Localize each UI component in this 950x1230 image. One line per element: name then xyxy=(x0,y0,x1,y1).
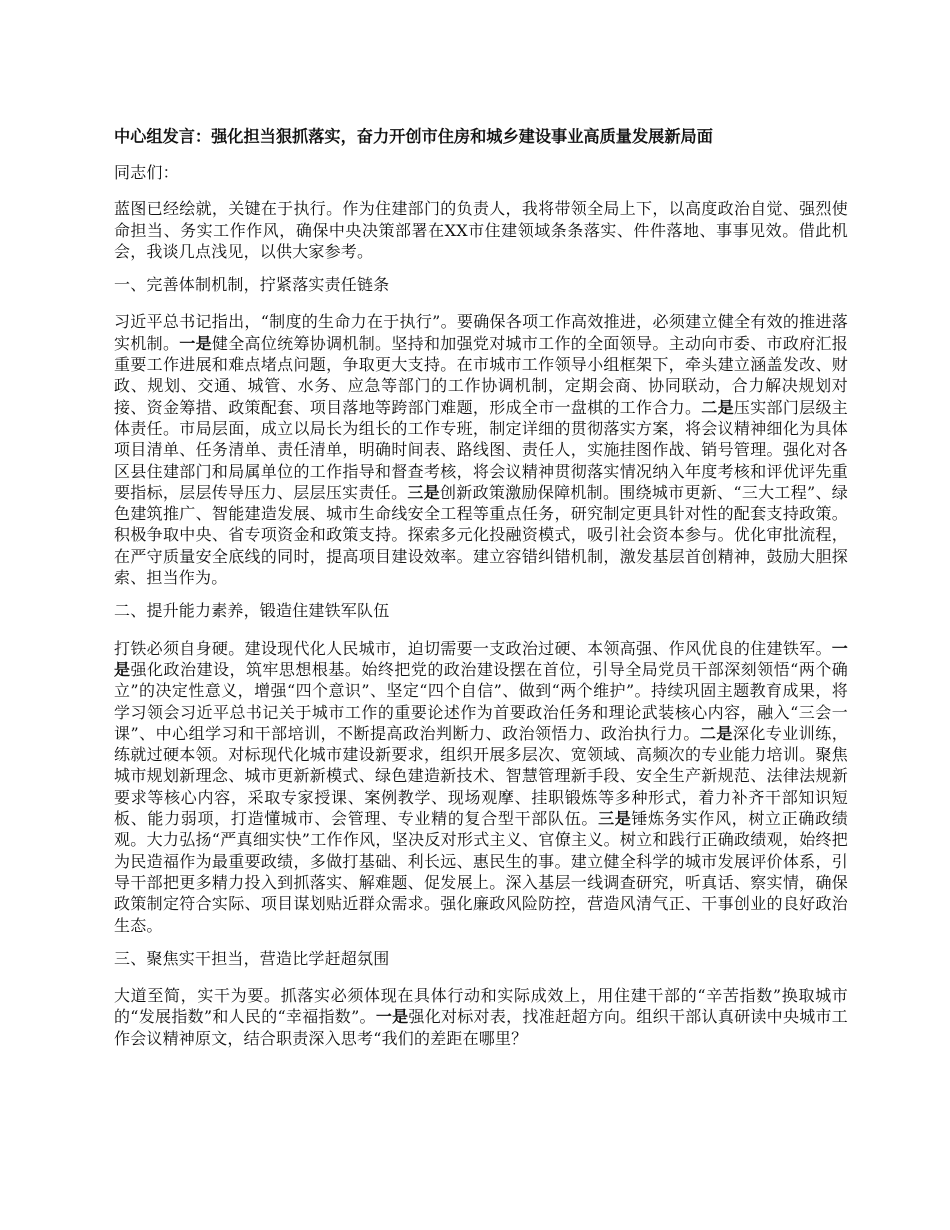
intro-text: 蓝图已经绘就，关键在于执行。作为住建部门的负责人，我将带领全局上下，以高度政治自觉、强烈使命担当、务实工作作风，确保中央决策部署在XX市住建领域条条落实、件件落地、事事见效。借此机会，我谈几点浅见，以供大家参考。 xyxy=(114,199,848,261)
point-marker: 三是 xyxy=(598,809,632,829)
point-marker: 二是 xyxy=(699,723,733,743)
greeting: 同志们： xyxy=(114,163,179,182)
section-body-2: 打铁必须自身硬。建设现代化人民城市，迫切需要一支政治过硬、本领高强、作风优良的住建铁军。一是强化政治建设，筑牢思想根基。始终把党的政治建设摆在首位，引导全局党员干部深刻领悟“两个确立”的决定性意义，增强“四个意识”、坚定“四个自信”、做到“两个维护”。持续巩固主题教育成果，将学习领会习近平总书记关于城市工作的重要论述作为首要政治任务和理论武装核心内容，融入“三会一课”、中心组学习和干部培训，不断提高政治判断力、政治领悟力、政治执行力。二是深化专业训练，练就过硬本领。对标现代化城市建设新要求，组织开展多层次、宽领域、高频次的专业能力培训。聚焦城市规划新理念、城市更新新模式、绿色建造新技术、智慧管理新手段、安全生产新规范、法律法规新要求等核心内容，采取专家授课、案例教学、现场观摩、挂职锻炼等多种形式，着力补齐干部知识短板、能力弱项，打造懂城市、会管理、专业精的复合型干部队伍。三是锤炼务实作风，树立正确政绩观。大力弘扬“严真细实快”工作作风，坚决反对形式主义、官僚主义。树立和践行正确政绩观，始终把为民造福作为最重要政绩，多做打基础、利长远、惠民生的事。建立健全科学的城市发展评价体系，引导干部把更多精力投入到抓落实、解难题、促发展上。深入基层一线调查研究，听真话、察实情，确保政策制定符合实际、项目谋划贴近群众需求。强化廉政风险防控，营造风清气正、干事创业的良好政治生态。 xyxy=(114,638,849,935)
section-heading-3: 三、聚焦实干担当，营造比学赶超氛围 xyxy=(114,948,390,968)
document-page xyxy=(114,126,848,1049)
section-body-3: 大道至简，实干为要。抓落实必须体现在具体行动和实际成效上，用住建干部的“辛苦指数”换取城市的“发展指数”和人民的“幸福指数”。一是强化对标对表，找准赶超方向。组织干部认真研读中央城市工作会议精神原文，结合职责深入思考“我们的差距在哪里？ xyxy=(114,986,849,1048)
point-marker: 一是 xyxy=(375,1007,409,1027)
point-marker: 二是 xyxy=(701,397,734,417)
section-heading-1: 一、完善体制机制，拧紧落实责任链条 xyxy=(114,275,390,295)
section-heading-2: 二、提升能力素养，锻造住建铁军队伍 xyxy=(114,601,390,621)
point-marker: 一是 xyxy=(114,638,848,679)
section-body-1: 习近平总书记指出，“制度的生命力在于执行”。要确保各项工作高效推进，必须建立健全有效的推进落实机制。一是健全高位统筹协调机制。坚持和加强党对城市工作的全面领导。主动向市委、市政府汇报重要工作进展和难点堵点问题，争取更大支持。在市城市工作领导小组框架下，牵头建立涵盖发改、财政、规划、交通、城管、水务、应急等部门的工作协调机制，定期会商、协同联动，合力解决规划对接、资金筹措、政策配套、项目落地等跨部门难题，形成全市一盘棋的工作合力。二是压实部门层级主体责任。市局层面，成立以局长为组长的工作专班，制定详细的贯彻落实方案，将会议精神细化为具体项目清单、任务清单、责任清单，明确时间表、路线图、责任人，实施挂图作战、销号管理。强化对各区县住建部门和局属单位的工作指导和督查考核，将会议精神贯彻落实情况纳入年度考核和评优评先重要指标，层层传导压力、层层压实责任。三是创新政策激励保障机制。围绕城市更新、“三大工程”、绿色建筑推广、智能建造发展、城市生命线安全工程等重点任务，研究制定更具针对性的配套支持政策。积极争取中央、省专项资金和政策支持。探索多元化投融资模式，吸引社会资本参与。优化审批流程，在严守质量安全底线的同时，提高项目建设效率。建立容错纠错机制，激发基层首创精神，鼓励大胆探索、担当作为。 xyxy=(114,312,849,588)
point-marker: 一是 xyxy=(179,333,212,353)
point-marker: 三是 xyxy=(407,482,440,502)
document-title: 中心组发言：强化担当狠抓落实，奋力开创市住房和城乡建设事业高质量发展新局面 xyxy=(114,127,713,146)
intro-paragraph xyxy=(114,198,848,262)
